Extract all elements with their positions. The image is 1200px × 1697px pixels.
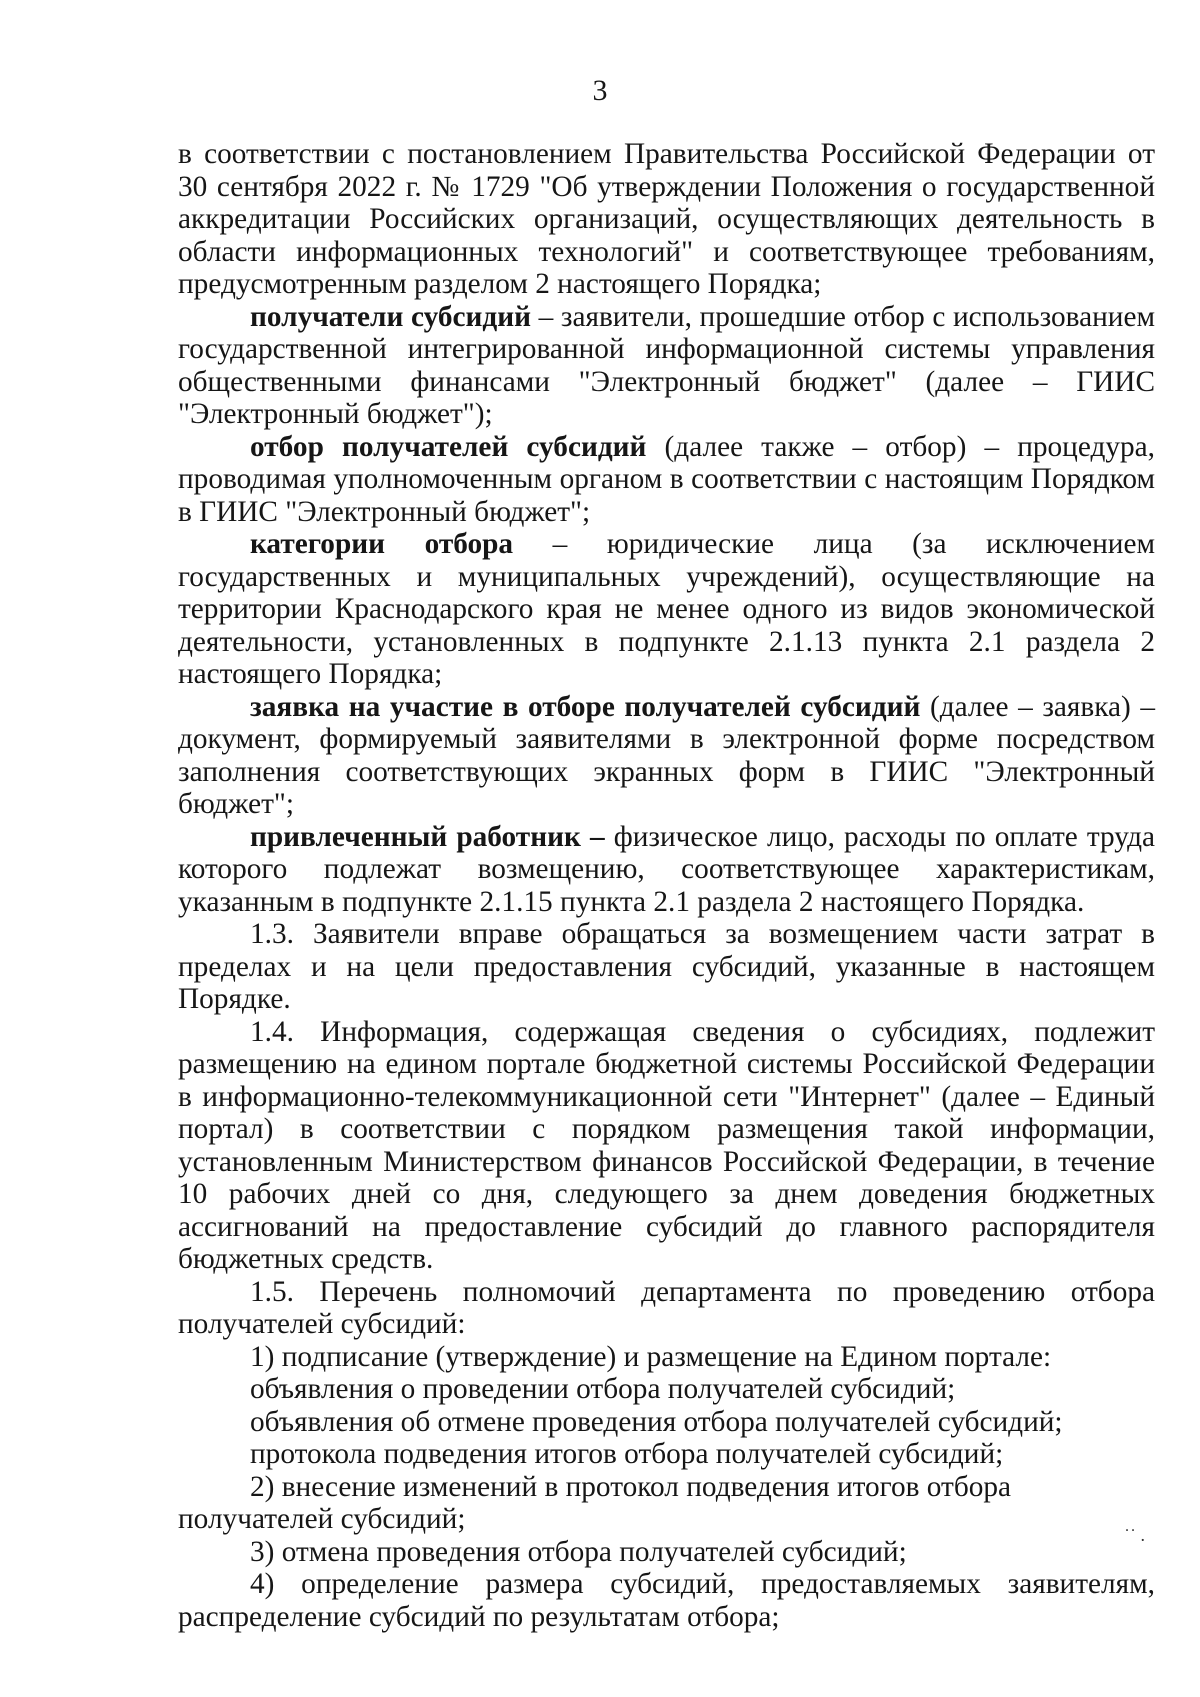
term-employee: привлеченный работник – <box>250 820 605 853</box>
definition-application <box>178 691 1155 821</box>
definition-selection <box>178 431 1155 529</box>
list-item: 3) отмена проведения отбора получателей субсидий; <box>250 1535 907 1568</box>
term-categories: категории отбора <box>250 528 514 560</box>
definition-categories <box>178 528 1155 691</box>
scan-artifact: ˙˙ . <box>1124 1525 1145 1545</box>
list-item: объявления о проведении отбора получателей субсидий; <box>250 1373 956 1405</box>
paragraph-continuation: в соответствии с постановлением Правительства Российской Федерации от 30 сентября 2022 г. № 1729 "Об утверждении Положения о государственной аккредитации Российских организаций, осуществляющих деятельность в области информационных технологий" и соответствующее требованиям, предусмотренным разделом 2 настоящего Порядка; <box>178 138 1155 300</box>
document-body <box>178 138 1155 1633</box>
list-item: 1) подписание (утверждение) и размещение на Едином портале: <box>250 1340 1052 1373</box>
definition-text: – юридические лица (за исключением государственных и муниципальных учреждений), осуществляющие на территории Краснодарского края не менее одного из видов экономической деятельности, установленных в подпункте 2.1.13 пункта 2.1 раздела 2 настоящего Порядка; <box>178 528 1155 690</box>
term-selection: отбор получателей субсидий <box>250 430 647 463</box>
list-item: протокола подведения итогов отбора получателей субсидий; <box>250 1438 1004 1470</box>
clause-item-4: 4) определение размера субсидий, предоставляемых заявителям, распределение субсидий по результатам отбора; <box>178 1568 1155 1633</box>
clause-1-3: 1.3. Заявители вправе обращаться за возмещением части затрат в пределах и на цели предоставления субсидий, указанные в настоящем Порядке. <box>178 918 1155 1015</box>
definition-text: (далее также – отбор) – процедура, проводимая уполномоченным органом в соответствии с настоящим Порядком в ГИИС "Электронный бюджет"; <box>178 430 1155 528</box>
term-application: заявка на участие в отборе получателей субсидий <box>250 690 921 723</box>
definition-employee <box>178 821 1155 919</box>
list-item: 2) внесение изменений в протокол подведения итогов отбора получателей субсидий; <box>178 1470 1012 1535</box>
clause-1-5: 1.5. Перечень полномочий департамента по проведению отбора получателей субсидий: <box>178 1275 1155 1340</box>
clause-1-4: 1.4. Информация, содержащая сведения о субсидиях, подлежит размещению на едином портале бюджетной системы Российской Федерации в информационно-телекоммуникационной сети "Интернет" (далее – Единый портал) в соответствии с порядком размещения такой информации, установленным Министерством финансов Российской Федерации, в течение 10 рабочих дней со дня, следующего за днем доведения бюджетных ассигнований на предоставление субсидий до главного распорядителя бюджетных средств. <box>178 1015 1155 1275</box>
definition-text: (далее – заявка) – документ, формируемый заявителями в электронной форме посредством заполнения соответствующих экранных форм в ГИИС "Электронный бюджет"; <box>178 690 1156 820</box>
page-number: 3 <box>592 74 608 107</box>
definition-text: физическое лицо, расходы по оплате труда которого подлежат возмещению, соответствующее характеристикам, указанным в подпункте 2.1.15 пункта 2.1 раздела 2 настоящего Порядка. <box>178 820 1155 918</box>
definition-recipients <box>178 301 1155 431</box>
list-item: объявления об отмене проведения отбора получателей субсидий; <box>250 1405 1063 1438</box>
definition-text: – заявители, прошедшие отбор с использованием государственной интегрированной информационной системы управления общественными финансами "Электронный бюджет" (далее – ГИИС "Электронный бюджет"); <box>178 300 1155 430</box>
term-recipients: получатели субсидий <box>250 300 531 333</box>
